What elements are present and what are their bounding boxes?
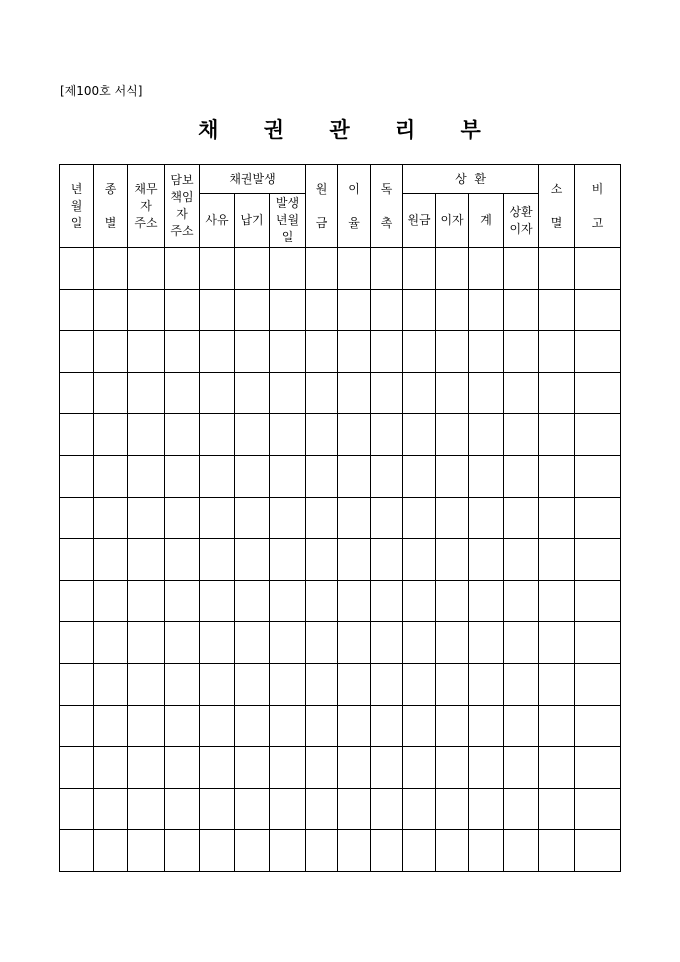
table-cell[interactable] [403,705,436,747]
table-cell[interactable] [94,539,128,581]
table-cell[interactable] [306,248,338,290]
table-cell[interactable] [128,497,165,539]
table-cell[interactable] [235,580,270,622]
table-cell[interactable] [504,372,539,414]
table-cell[interactable] [165,289,200,331]
table-cell[interactable] [60,622,94,664]
table-cell[interactable] [270,331,306,373]
table-cell[interactable] [306,539,338,581]
table-cell[interactable] [235,248,270,290]
table-cell[interactable] [504,539,539,581]
table-cell[interactable] [306,331,338,373]
table-cell[interactable] [94,705,128,747]
table-row [60,788,621,830]
col-debtor-address: 채무 자 주소 [128,165,165,248]
table-cell[interactable] [235,622,270,664]
table-cell[interactable] [165,414,200,456]
table-cell[interactable] [403,539,436,581]
table-cell[interactable] [200,289,235,331]
table-cell[interactable] [436,455,469,497]
table-cell[interactable] [539,705,575,747]
table-cell[interactable] [165,539,200,581]
table-cell[interactable] [575,289,621,331]
table-cell[interactable] [539,372,575,414]
table-cell[interactable] [270,539,306,581]
table-cell[interactable] [338,248,371,290]
form-number: [제100호 서식] [60,84,143,98]
table-cell[interactable] [306,372,338,414]
table-cell[interactable] [306,663,338,705]
table-cell[interactable] [94,497,128,539]
table-cell[interactable] [403,622,436,664]
table-cell[interactable] [338,331,371,373]
table-row [60,830,621,872]
table-cell[interactable] [469,289,504,331]
table-cell[interactable] [60,788,94,830]
table-cell[interactable] [200,331,235,373]
table-cell[interactable] [165,331,200,373]
table-cell[interactable] [575,705,621,747]
table-cell[interactable] [504,497,539,539]
table-cell[interactable] [128,580,165,622]
table-cell[interactable] [94,663,128,705]
table-row [60,747,621,789]
table-cell[interactable] [338,788,371,830]
table-cell[interactable] [403,372,436,414]
table-cell[interactable] [338,580,371,622]
table-cell[interactable] [94,830,128,872]
table-cell[interactable] [371,830,403,872]
table-cell[interactable] [165,497,200,539]
col-issuance-due: 납기 [235,194,270,248]
table-cell[interactable] [165,580,200,622]
table-cell[interactable] [436,331,469,373]
table-cell[interactable] [270,747,306,789]
table-cell[interactable] [575,747,621,789]
table-cell[interactable] [338,830,371,872]
table-cell[interactable] [403,663,436,705]
table-cell[interactable] [436,580,469,622]
col-interest-rate: 이 율 [338,165,371,248]
table-cell[interactable] [60,248,94,290]
table-cell[interactable] [575,455,621,497]
table-cell[interactable] [60,455,94,497]
table-cell[interactable] [60,289,94,331]
table-cell[interactable] [94,289,128,331]
table-cell[interactable] [94,248,128,290]
table-cell[interactable] [306,289,338,331]
table-cell[interactable] [436,372,469,414]
table-cell[interactable] [165,830,200,872]
table-cell[interactable] [128,663,165,705]
table-row [60,331,621,373]
table-cell[interactable] [200,747,235,789]
table-cell[interactable] [235,455,270,497]
table-cell[interactable] [60,539,94,581]
table-cell[interactable] [371,788,403,830]
table-cell[interactable] [469,331,504,373]
table-cell[interactable] [60,580,94,622]
table-cell[interactable] [575,788,621,830]
table-cell[interactable] [504,747,539,789]
table-cell[interactable] [371,455,403,497]
table-row [60,248,621,290]
table-cell[interactable] [94,372,128,414]
table-cell[interactable] [371,248,403,290]
table-cell[interactable] [338,372,371,414]
table-cell[interactable] [539,580,575,622]
table-cell[interactable] [270,414,306,456]
table-row [60,539,621,581]
table-cell[interactable] [165,788,200,830]
table-cell[interactable] [469,372,504,414]
page-title: 채 권 관 리 부 [198,117,500,142]
table-cell[interactable] [94,331,128,373]
table-cell[interactable] [270,372,306,414]
table-cell[interactable] [469,455,504,497]
table-cell[interactable] [128,705,165,747]
table-cell[interactable] [200,372,235,414]
table-cell[interactable] [539,622,575,664]
col-repay-principal: 원금 [403,194,436,248]
table-cell[interactable] [403,747,436,789]
table-cell[interactable] [436,705,469,747]
table-cell[interactable] [338,705,371,747]
table-cell[interactable] [235,497,270,539]
table-cell[interactable] [94,788,128,830]
table-cell[interactable] [306,788,338,830]
table-cell[interactable] [128,372,165,414]
col-remarks: 비 고 [575,165,621,248]
table-row [60,372,621,414]
table-cell[interactable] [403,788,436,830]
table-cell[interactable] [270,663,306,705]
table-cell[interactable] [371,539,403,581]
table-cell[interactable] [338,289,371,331]
col-issuance-reason: 사유 [200,194,235,248]
table-cell[interactable] [539,414,575,456]
table-cell[interactable] [200,830,235,872]
table-row [60,622,621,664]
col-repay-total: 계 [469,194,504,248]
col-date: 년 월 일 [60,165,94,248]
table-cell[interactable] [575,622,621,664]
table-cell[interactable] [270,622,306,664]
table-cell[interactable] [504,331,539,373]
table-cell[interactable] [270,830,306,872]
table-cell[interactable] [270,289,306,331]
table-cell[interactable] [235,788,270,830]
table-cell[interactable] [270,248,306,290]
table-cell[interactable] [128,455,165,497]
table-cell[interactable] [504,830,539,872]
table-cell[interactable] [436,622,469,664]
table-cell[interactable] [436,414,469,456]
table-cell[interactable] [539,289,575,331]
table-cell[interactable] [200,622,235,664]
table-cell[interactable] [200,497,235,539]
table-cell[interactable] [306,455,338,497]
table-cell[interactable] [539,830,575,872]
col-principal: 원 금 [306,165,338,248]
table-cell[interactable] [504,705,539,747]
table-cell[interactable] [94,747,128,789]
table-cell[interactable] [539,455,575,497]
table-cell[interactable] [200,788,235,830]
table-cell[interactable] [60,663,94,705]
table-cell[interactable] [436,539,469,581]
table-cell[interactable] [165,663,200,705]
table-cell[interactable] [128,788,165,830]
table-cell[interactable] [504,580,539,622]
table-cell[interactable] [539,331,575,373]
col-repay-date-interest: 상환 이자 [504,194,539,248]
table-cell[interactable] [469,830,504,872]
col-demand: 독 촉 [371,165,403,248]
table-cell[interactable] [469,788,504,830]
table-cell[interactable] [403,580,436,622]
table-cell[interactable] [371,497,403,539]
col-issuance-date: 발생 년월 일 [270,194,306,248]
table-cell[interactable] [371,414,403,456]
table-cell[interactable] [575,539,621,581]
table-cell[interactable] [403,248,436,290]
table-cell[interactable] [469,705,504,747]
table-cell[interactable] [403,414,436,456]
table-cell[interactable] [338,497,371,539]
bond-ledger-table [59,164,621,872]
table-cell[interactable] [60,497,94,539]
col-group-repayment: 상 환 [403,165,539,194]
table-cell[interactable] [306,830,338,872]
table-cell[interactable] [94,414,128,456]
table-cell[interactable] [200,455,235,497]
table-cell[interactable] [306,705,338,747]
table-cell[interactable] [200,705,235,747]
table-cell[interactable] [371,372,403,414]
table-cell[interactable] [60,414,94,456]
table-cell[interactable] [539,663,575,705]
table-cell[interactable] [165,747,200,789]
table-cell[interactable] [539,747,575,789]
table-cell[interactable] [539,788,575,830]
table-cell[interactable] [469,580,504,622]
table-cell[interactable] [371,705,403,747]
col-extinction: 소 멸 [539,165,575,248]
table-cell[interactable] [306,580,338,622]
table-cell[interactable] [371,622,403,664]
table-cell[interactable] [371,289,403,331]
table-cell[interactable] [469,248,504,290]
table-cell[interactable] [306,622,338,664]
table-cell[interactable] [504,414,539,456]
table-cell[interactable] [575,372,621,414]
table-cell[interactable] [235,747,270,789]
table-cell[interactable] [504,788,539,830]
table-cell[interactable] [128,289,165,331]
table-cell[interactable] [128,539,165,581]
table-cell[interactable] [165,248,200,290]
table-cell[interactable] [504,622,539,664]
table-cell[interactable] [235,539,270,581]
table-cell[interactable] [270,455,306,497]
col-repay-interest: 이자 [436,194,469,248]
table-cell[interactable] [436,788,469,830]
table-cell[interactable] [60,747,94,789]
table-cell[interactable] [504,455,539,497]
table-cell[interactable] [270,497,306,539]
ledger-body [60,248,621,872]
table-cell[interactable] [306,747,338,789]
table-cell[interactable] [371,747,403,789]
table-cell[interactable] [306,414,338,456]
table-cell[interactable] [94,580,128,622]
table-row [60,663,621,705]
table-row [60,497,621,539]
table-cell[interactable] [436,663,469,705]
table-cell[interactable] [165,705,200,747]
table-cell[interactable] [575,331,621,373]
table-cell[interactable] [200,580,235,622]
table-cell[interactable] [200,539,235,581]
table-cell[interactable] [235,331,270,373]
table-cell[interactable] [504,663,539,705]
table-cell[interactable] [575,248,621,290]
table-cell[interactable] [371,580,403,622]
table-row [60,455,621,497]
table-cell[interactable] [403,497,436,539]
table-cell[interactable] [338,747,371,789]
table-cell[interactable] [436,289,469,331]
table-cell[interactable] [469,622,504,664]
table-cell[interactable] [200,414,235,456]
table-cell[interactable] [60,830,94,872]
table-cell[interactable] [128,830,165,872]
col-group-issuance: 채권발생 [200,165,306,194]
table-cell[interactable] [338,414,371,456]
table-cell[interactable] [539,539,575,581]
col-type: 종 별 [94,165,128,248]
table-cell[interactable] [60,372,94,414]
table-cell[interactable] [338,455,371,497]
table-cell[interactable] [403,289,436,331]
table-cell[interactable] [436,747,469,789]
table-cell[interactable] [469,497,504,539]
table-cell[interactable] [436,830,469,872]
table-cell[interactable] [575,580,621,622]
table-cell[interactable] [235,663,270,705]
table-cell[interactable] [200,663,235,705]
table-cell[interactable] [270,788,306,830]
table-cell[interactable] [128,414,165,456]
table-cell[interactable] [575,497,621,539]
table-cell[interactable] [575,663,621,705]
table-cell[interactable] [165,455,200,497]
table-cell[interactable] [403,331,436,373]
table-row [60,289,621,331]
table-cell[interactable] [371,331,403,373]
table-cell[interactable] [235,372,270,414]
table-cell[interactable] [469,663,504,705]
table-cell[interactable] [128,331,165,373]
table-cell[interactable] [338,539,371,581]
table-cell[interactable] [403,455,436,497]
table-cell[interactable] [436,497,469,539]
table-cell[interactable] [504,248,539,290]
table-cell[interactable] [128,622,165,664]
table-cell[interactable] [338,622,371,664]
table-cell[interactable] [94,622,128,664]
table-row [60,580,621,622]
table-cell[interactable] [235,414,270,456]
table-cell[interactable] [94,455,128,497]
table-cell[interactable] [403,830,436,872]
table-cell[interactable] [539,497,575,539]
table-cell[interactable] [436,248,469,290]
table-cell[interactable] [504,289,539,331]
table-row [60,414,621,456]
table-cell[interactable] [306,497,338,539]
table-cell[interactable] [575,830,621,872]
table-cell[interactable] [128,248,165,290]
table-cell[interactable] [539,248,575,290]
table-cell[interactable] [235,705,270,747]
table-cell[interactable] [128,747,165,789]
table-cell[interactable] [235,830,270,872]
table-cell[interactable] [371,663,403,705]
table-cell[interactable] [270,705,306,747]
table-cell[interactable] [338,663,371,705]
table-cell[interactable] [469,414,504,456]
table-cell[interactable] [60,705,94,747]
table-cell[interactable] [270,580,306,622]
table-cell[interactable] [469,539,504,581]
table-cell[interactable] [235,289,270,331]
table-cell[interactable] [469,747,504,789]
table-cell[interactable] [165,622,200,664]
table-cell[interactable] [200,248,235,290]
table-row [60,705,621,747]
table-cell[interactable] [575,414,621,456]
table-cell[interactable] [165,372,200,414]
table-cell[interactable] [60,331,94,373]
col-guarantor-address: 담보 책임 자 주소 [165,165,200,248]
